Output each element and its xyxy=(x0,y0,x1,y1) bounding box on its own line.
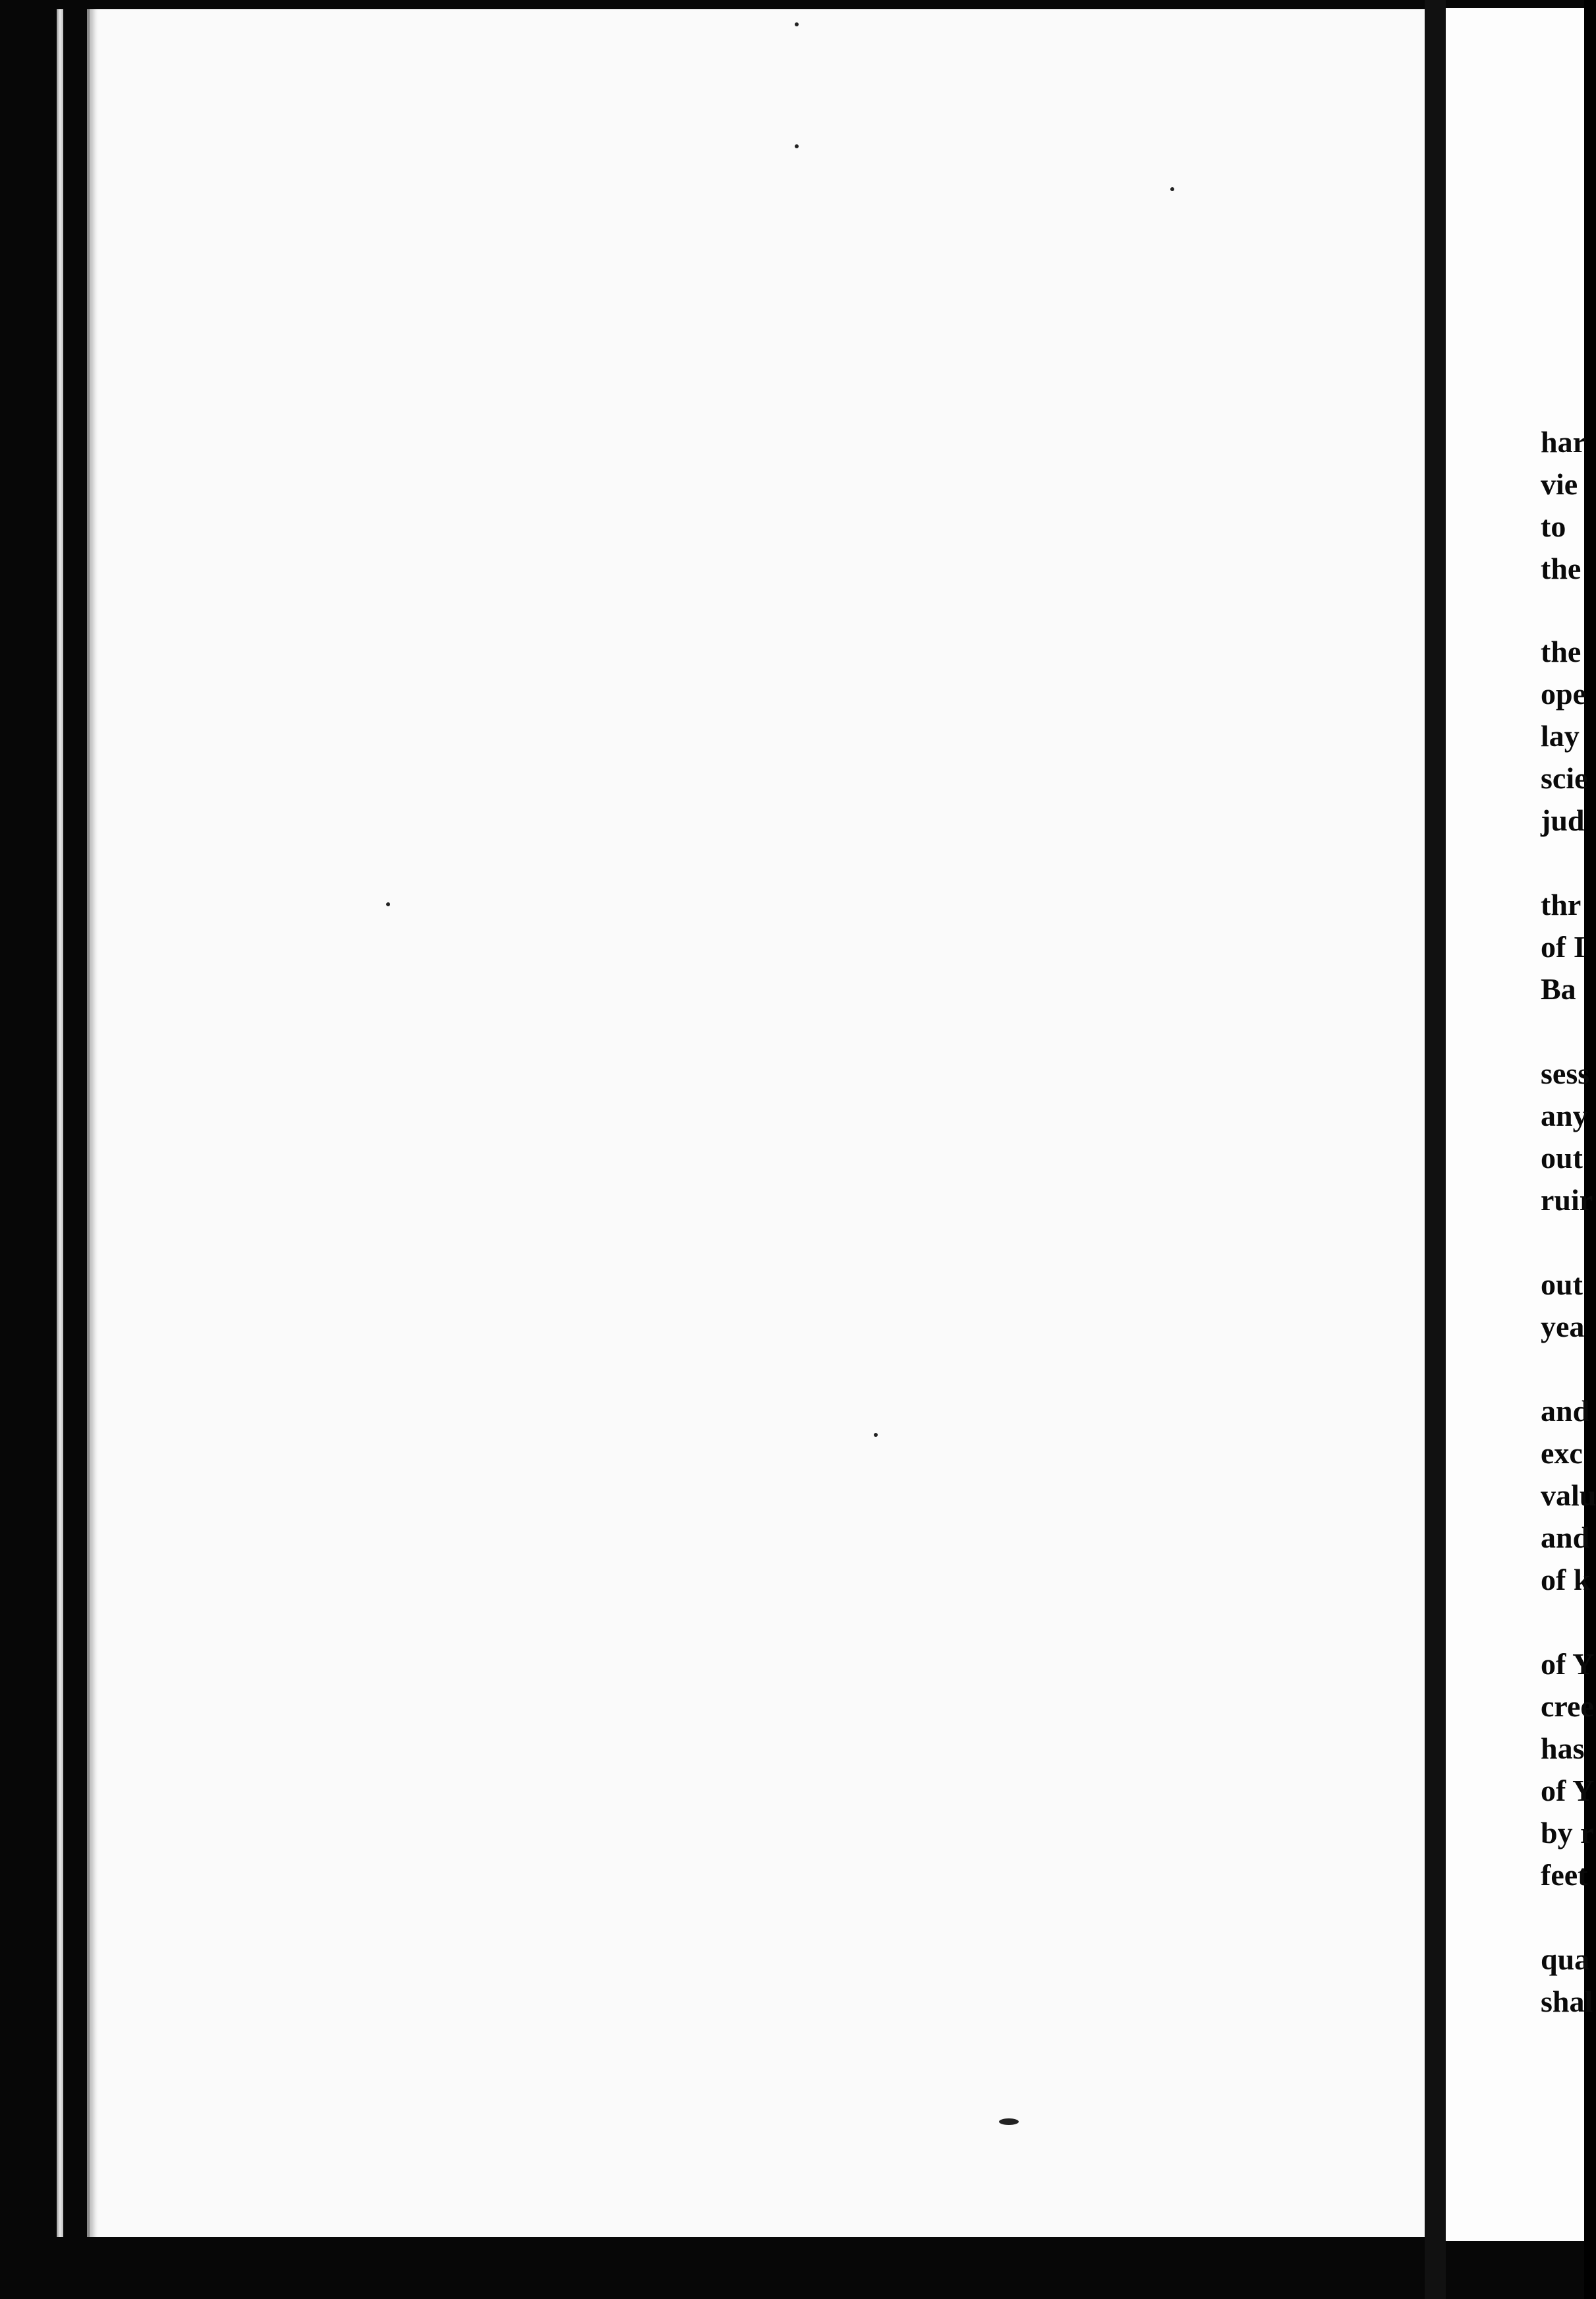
text-fragment: out xyxy=(1541,1267,1583,1301)
text-fragment: of k xyxy=(1541,1563,1591,1596)
text-fragment: and xyxy=(1541,1521,1590,1554)
page-edge xyxy=(57,9,63,2237)
text-fragment: feet xyxy=(1541,1858,1588,1892)
text-fragment: of Y xyxy=(1541,1774,1595,1807)
text-fragment: sess xyxy=(1541,1057,1590,1090)
text-fragment: of I xyxy=(1541,930,1585,964)
text-fragment: the xyxy=(1541,635,1582,668)
text-fragment: yea xyxy=(1541,1310,1585,1343)
text-fragment: of Y xyxy=(1541,1647,1595,1681)
text-fragment: has xyxy=(1541,1732,1585,1765)
text-fragment: any xyxy=(1541,1099,1588,1132)
speck xyxy=(874,1433,878,1437)
speck xyxy=(1170,187,1174,191)
text-fragment: shal xyxy=(1541,1985,1593,2018)
text-fragment: lay xyxy=(1541,719,1580,753)
left-page xyxy=(87,9,1427,2237)
speck xyxy=(795,22,799,26)
text-fragment: ope xyxy=(1541,677,1586,711)
speck xyxy=(386,902,390,906)
text-fragment: valu xyxy=(1541,1478,1596,1512)
gutter xyxy=(1425,0,1446,2299)
text-fragment: the xyxy=(1541,552,1582,585)
text-fragment: cree xyxy=(1541,1689,1594,1723)
text-fragment: scie xyxy=(1541,761,1588,795)
text-fragment: jud xyxy=(1541,803,1585,837)
text-fragment: ruir xyxy=(1541,1183,1593,1217)
text-fragment: by r xyxy=(1541,1816,1594,1849)
text-fragment: and xyxy=(1541,1394,1590,1428)
text-fragment: to xyxy=(1541,509,1566,543)
text-fragment: har xyxy=(1541,425,1586,459)
text-fragment: qua xyxy=(1541,1942,1590,1976)
text-fragment: vie xyxy=(1541,467,1578,501)
text-fragment: out xyxy=(1541,1141,1583,1175)
speck xyxy=(795,144,799,148)
text-fragment: thr xyxy=(1541,888,1582,921)
text-fragment: exc xyxy=(1541,1436,1583,1470)
speck xyxy=(999,2118,1019,2125)
text-fragment: Ba xyxy=(1541,972,1576,1006)
